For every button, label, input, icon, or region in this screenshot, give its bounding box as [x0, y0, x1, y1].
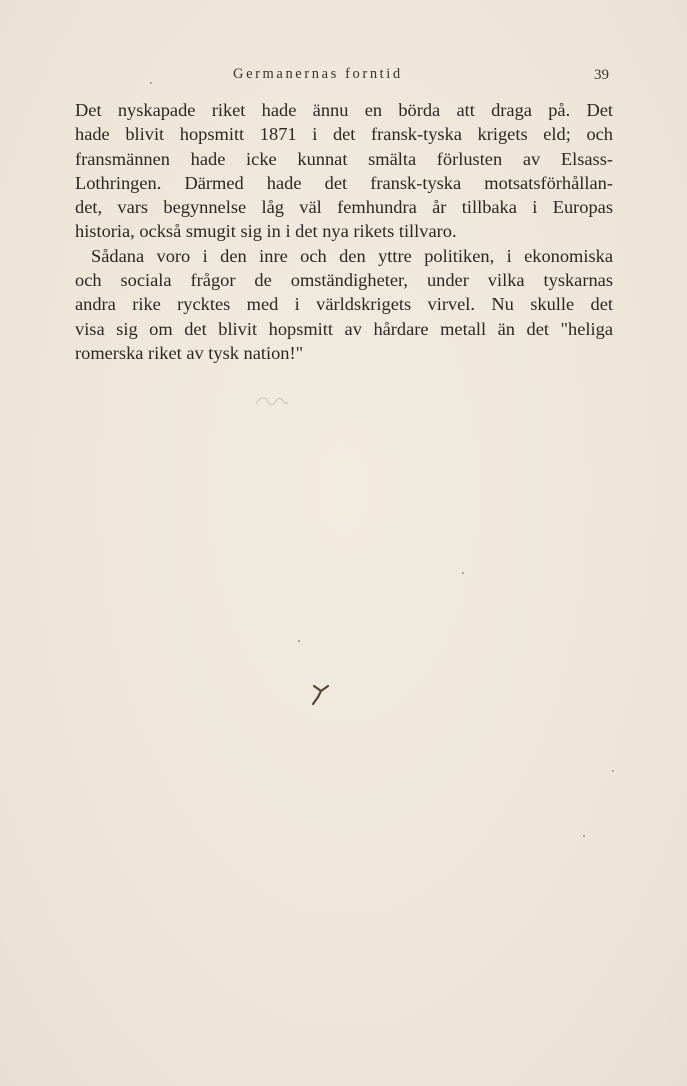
paper-speck	[150, 82, 152, 84]
page-number: 39	[594, 67, 609, 83]
text-line: Lothringen. Därmed hade det fransk-tyska motsatsförhållan-	[75, 172, 613, 193]
paper-speck	[612, 770, 614, 772]
paper-speck	[462, 572, 464, 574]
running-title: Germanernas forntid	[233, 66, 403, 82]
text-line: och sociala frågor de omständigheter, under vilka tyskarnas	[75, 270, 613, 291]
text-line: Det nyskapade riket hade ännu en börda att draga på. Det	[75, 100, 613, 120]
text-line: fransmännen hade icke kunnat smälta förlusten av Elsass-	[75, 148, 613, 169]
text-line: historia, också smugit sig in i det nya rikets tillvaro.	[75, 221, 457, 242]
text-line: visa sig om det blivit hopsmitt av hårdare metall än det "heliga	[75, 318, 613, 339]
text-line: hade blivit hopsmitt 1871 i det fransk-tyska krigets eld; och	[75, 124, 613, 145]
text-line: Sådana voro i den inre och den yttre politiken, i ekonomiska	[91, 245, 613, 266]
paper-speck	[298, 640, 300, 642]
pencil-mark	[254, 392, 290, 410]
body-text	[75, 98, 613, 365]
running-head	[0, 66, 687, 88]
ink-stain	[310, 682, 332, 706]
paper-speck	[583, 835, 585, 837]
text-line: andra rike rycktes med i världskrigets virvel. Nu skulle det	[75, 294, 613, 315]
text-line: romerska riket av tysk nation!"	[75, 342, 304, 363]
text-line: det, vars begynnelse låg väl femhundra år tillbaka i Europas	[75, 197, 613, 218]
